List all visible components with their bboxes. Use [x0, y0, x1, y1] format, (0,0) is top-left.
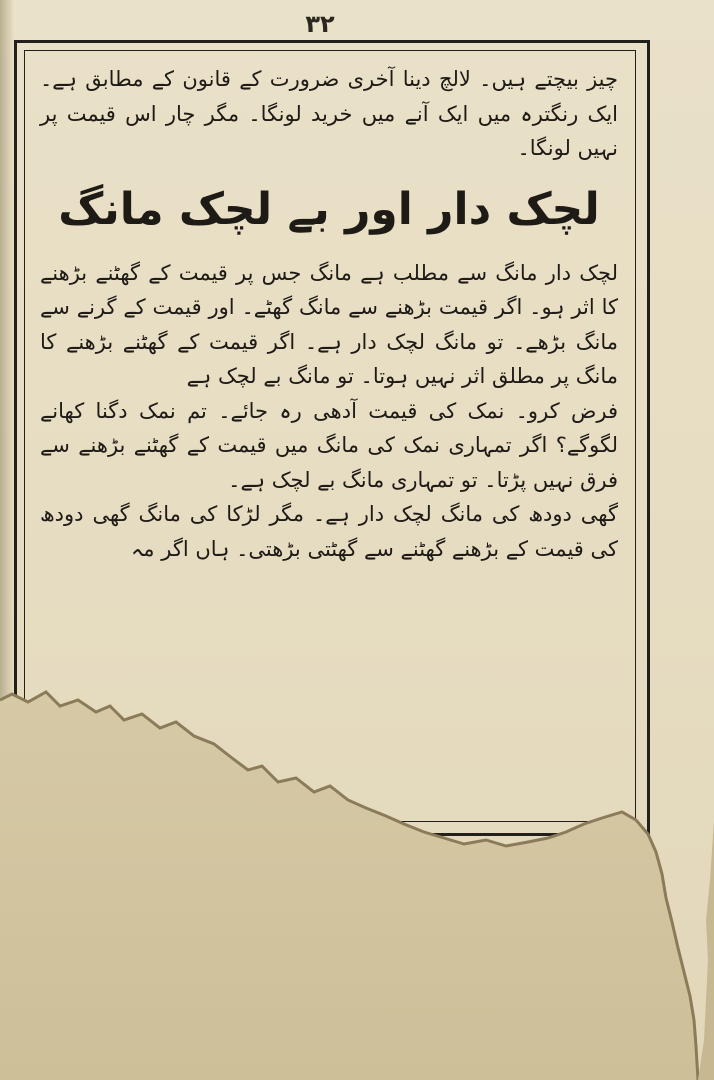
- paragraph-salt-example: فرض کرو۔ نمک کی قیمت آدھی رہ جائے۔ تم نمک دگنا کھانے لگوگے؟ اگر تمہاری نمک کی مانگ میں قیمت کے گھٹنے بڑھنے سے فرق نہیں پڑتا۔ تو تمہاری مانگ بے لچک ہے۔: [40, 398, 618, 492]
- page-number: ۳۲: [305, 10, 335, 38]
- page-edge-shadow: [0, 0, 14, 1080]
- section-heading: لچک دار اور بے لچک مانگ: [58, 183, 600, 235]
- paragraph-ghee-milk: گھی دودھ کی مانگ لچک دار ہے۔ مگر لڑکا کی مانگ گھی دودھ کی قیمت کے بڑھنے گھٹنے سے گھٹتی بڑھتی۔ ہاں اگر مہ: [40, 502, 618, 561]
- paragraph-intro: چیز بیچتے ہیں۔ لالچ دینا آخری ضرورت کے قانون کے مطابق ہے۔ ایک رنگترہ میں ایک آنے میں خرید لونگا۔ مگر چار اس قیمت پر نہیں لونگا۔: [40, 67, 618, 160]
- paragraph-elastic-definition: لچک دار مانگ سے مطلب ہے مانگ جس پر قیمت کے گھٹنے بڑھنے کا اثر ہو۔ اگر قیمت بڑھنے سے مانگ گھٹے۔ اور قیمت کے گرنے سے مانگ بڑھے۔ تو مانگ لچک دار ہے۔ اگر قیمت کے گھٹنے بڑھنے کا مانگ پر مطلق اثر نہیں ہوتا۔ تو مانگ بے لچک ہے: [40, 260, 618, 388]
- page-text: [40, 62, 618, 566]
